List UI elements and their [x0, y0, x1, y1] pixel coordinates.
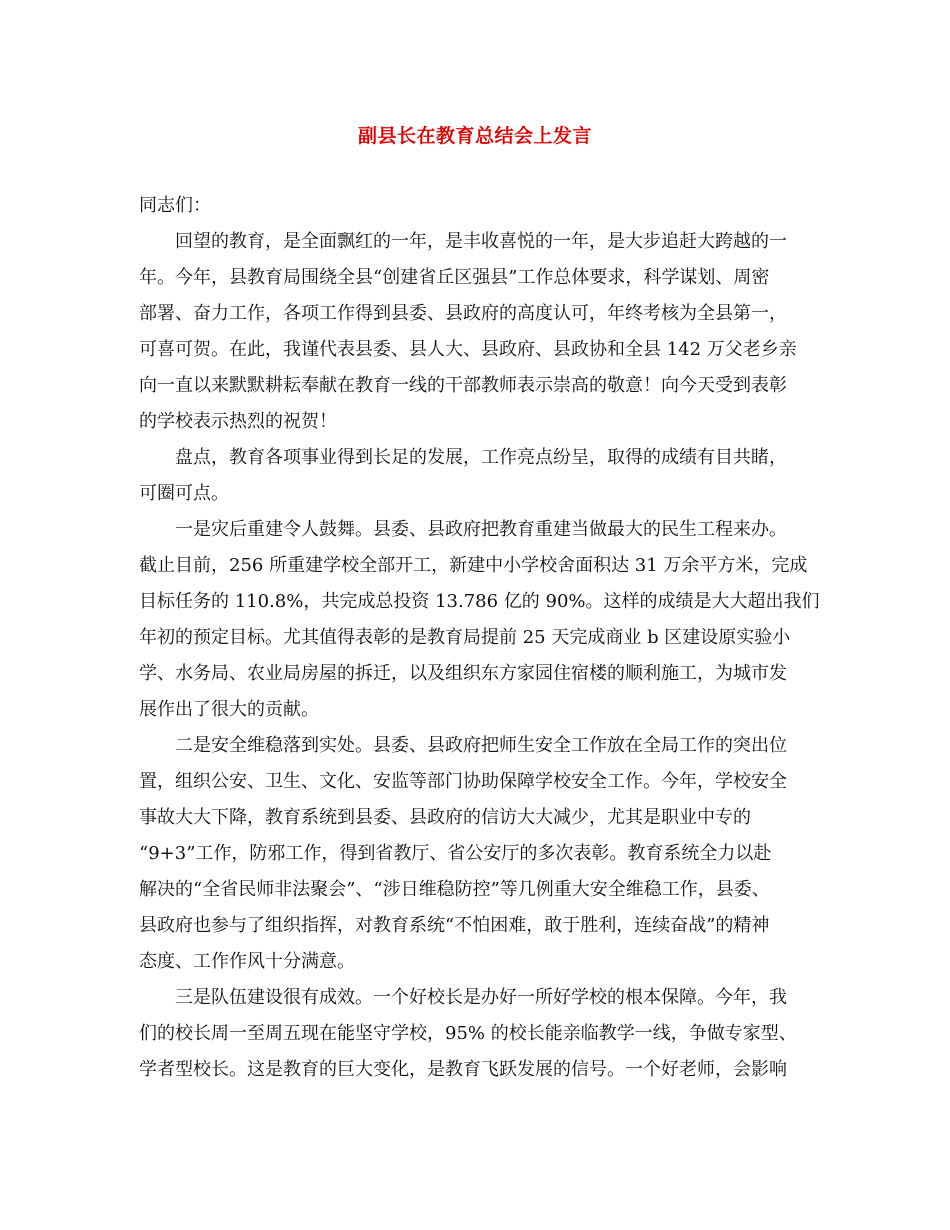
document-body — [139, 188, 820, 1088]
paragraph-5 — [139, 980, 815, 1088]
paragraph-line: 截止目前，256 所重建学校全部开工，新建中小学校舍面积达 31 万余平方米，完成 — [139, 555, 808, 576]
paragraph-line: “9+3”工作，防邪工作，得到省教厅、省公安厅的多次表彰。教育系统全力以赴 — [139, 843, 772, 864]
paragraph-3 — [139, 512, 820, 728]
paragraph-line: 三是队伍建设很有成效。一个好校长是办好一所好学校的根本保障。今年，我 — [175, 987, 787, 1008]
paragraph-line: 态度、工作作风十分满意。 — [139, 951, 355, 972]
paragraph-line: 向一直以来默默耕耘奉献在教育一线的干部教师表示崇高的敬意！向今天受到表彰 — [139, 375, 787, 396]
paragraph-line: 的学校表示热烈的祝贺！ — [139, 411, 337, 432]
salutation: 同志们： — [139, 195, 211, 216]
paragraph-line: 置，组织公安、卫生、文化、安监等部门协助保障学校安全工作。今年，学校安全 — [139, 771, 787, 792]
paragraph-line: 们的校长周一至周五现在能坚守学校，95% 的校长能亲临教学一线，争做专家型、 — [139, 1023, 797, 1044]
paragraph-1 — [139, 224, 815, 440]
paragraph-line: 一是灾后重建令人鼓舞。县委、县政府把教育重建当做最大的民生工程来办。 — [175, 519, 787, 540]
paragraph-line: 目标任务的 110.8%，共完成总投资 13.786 亿的 90%。这样的成绩是大大超出我们 — [139, 591, 820, 612]
paragraph-line: 展作出了很大的贡献。 — [139, 699, 319, 720]
paragraph-line: 可圈可点。 — [139, 483, 229, 504]
paragraph-line: 部署、奋力工作，各项工作得到县委、县政府的高度认可，年终考核为全县第一， — [139, 303, 787, 324]
paragraph-line: 年初的预定目标。尤其值得表彰的是教育局提前 25 天完成商业 b 区建设原实验小 — [139, 627, 791, 648]
paragraph-line: 回望的教育，是全面飘红的一年，是丰收喜悦的一年，是大步追赶大跨越的一 — [175, 231, 787, 252]
paragraph-line: 二是安全维稳落到实处。县委、县政府把师生安全工作放在全局工作的突出位 — [175, 735, 787, 756]
paragraph-line: 解决的“全省民师非法聚会”、“涉日维稳防控”等几例重大安全维稳工作，县委、 — [139, 879, 770, 900]
paragraph-line: 学、水务局、农业局房屋的拆迁，以及组织东方家园住宿楼的顺利施工，为城市发 — [139, 663, 787, 684]
paragraph-line: 县政府也参与了组织指挥，对教育系统“不怕困难，敢于胜利，连续奋战”的精神 — [139, 915, 770, 936]
paragraph-line: 可喜可贺。在此，我谨代表县委、县人大、县政府、县政协和全县 142 万父老乡亲 — [139, 339, 797, 360]
paragraph-line: 事故大大下降，教育系统到县委、县政府的信访大大减少，尤其是职业中专的 — [139, 807, 751, 828]
paragraph-line: 学者型校长。这是教育的巨大变化，是教育飞跃发展的信号。一个好老师，会影响 — [139, 1059, 787, 1080]
paragraph-2 — [139, 440, 815, 512]
paragraph-line: 盘点，教育各项事业得到长足的发展，工作亮点纷呈，取得的成绩有目共睹， — [175, 447, 787, 468]
document-title: 副县长在教育总结会上发言 — [357, 125, 592, 147]
paragraph-line: 年。今年，县教育局围绕全县“创建省丘区强县”工作总体要求，科学谋划、周密 — [139, 267, 770, 288]
paragraph-4 — [139, 728, 815, 980]
